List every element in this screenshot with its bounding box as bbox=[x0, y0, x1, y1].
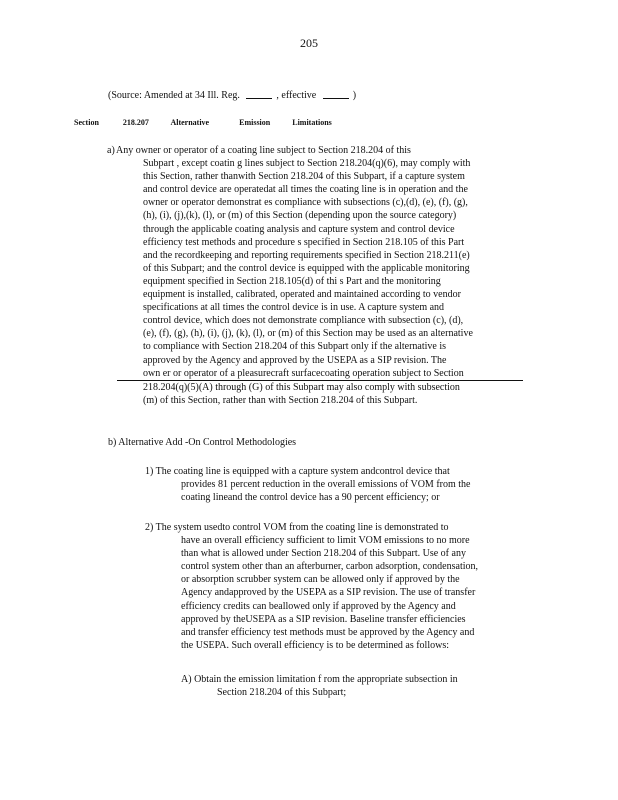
paragraph-label: 2) bbox=[145, 522, 154, 533]
blank-line bbox=[246, 88, 272, 99]
text-line: 218.204(q)(5)(A) through (G) of this Subpart may also comply with subsection bbox=[143, 381, 460, 393]
paragraph-a bbox=[107, 144, 537, 407]
paragraph-b2a bbox=[181, 673, 541, 699]
text-line: Agency andapproved by the USEPA as a SIP revision. The use of transfer bbox=[181, 587, 476, 599]
paragraph-b bbox=[108, 436, 408, 449]
text-line: efficiency credits can beallowed only if approved by the Agency and bbox=[181, 600, 456, 612]
text-line: and control device are operatedat all times the coating line is in operation and the bbox=[143, 184, 468, 196]
text-line-content: Obtain the emission limitation f rom the appropriate subsection in bbox=[194, 674, 458, 685]
section-number: 218.207 bbox=[122, 118, 149, 127]
text-line: coating lineand the control device has a 90 percent efficiency; or bbox=[181, 492, 440, 504]
section-title-3: Limitations bbox=[292, 118, 332, 127]
section-word: Section bbox=[74, 118, 99, 127]
text-line: owner or operator demonstrat es compliance with subsections (c),(d), (e), (f), (g), bbox=[143, 197, 468, 209]
text-line-inserted: own er or operator of a pleasurecraft surfacecoating operation subject to Section bbox=[117, 367, 523, 381]
text-line: or absorption scrubber system can be allowed only if approved by the bbox=[181, 574, 460, 586]
text-line: the USEPA. Such overall efficiency is to be determined as follows: bbox=[181, 639, 450, 651]
text-line bbox=[145, 521, 535, 534]
section-heading bbox=[74, 118, 348, 127]
text-line-content: The coating line is equipped with a capture system andcontrol device that bbox=[155, 466, 450, 477]
text-line: equipment specified in Section 218.105(d) of thi s Part and the monitoring bbox=[143, 275, 441, 287]
text-line: and the recordkeeping and reporting requirements specified in Section 218.211(e) bbox=[143, 249, 470, 261]
paragraph-b-text bbox=[108, 436, 408, 449]
source-effective: effective bbox=[281, 90, 317, 101]
page-number: 205 bbox=[300, 36, 318, 50]
text-line: control device, which does not demonstrate compliance with subsection (c), (d), bbox=[143, 315, 464, 327]
text-line: this Section, rather thanwith Section 218.204 of this Subpart, if a capture system bbox=[143, 171, 465, 183]
blank-line bbox=[323, 88, 349, 99]
text-line: through the applicable coating analysis and capture system and control device bbox=[143, 223, 455, 235]
text-line bbox=[181, 673, 541, 686]
paragraph-b1 bbox=[145, 465, 535, 504]
paragraph-label: A) bbox=[181, 674, 192, 685]
text-line: (e), (f), (g), (h), (i), (j), (k), (l), or (m) of this Section may be used as an alternative bbox=[143, 328, 473, 340]
text-line: of this Subpart; and the control device is equipped with the applicable monitoring bbox=[143, 262, 470, 274]
text-line: efficiency test methods and procedure s specified in Section 218.105 of this Part bbox=[143, 236, 465, 248]
text-line: and transfer efficiency test methods must be approved by the Agency and bbox=[181, 626, 475, 638]
paragraph-label: b) bbox=[108, 437, 117, 448]
text-line: specifications at all times the control device is in use. A capture system and bbox=[143, 302, 445, 314]
text-line: Subpart , except coatin g lines subject to Section 218.204(q)(6), may comply with bbox=[143, 158, 471, 170]
text-line: equipment is installed, calibrated, operated and maintained according to vendor bbox=[143, 289, 461, 301]
text-line: approved by theUSEPA as a SIP revision. Baseline transfer efficiencies bbox=[181, 613, 466, 625]
text-line: provides 81 percent reduction in the overall emissions of VOM from the bbox=[181, 479, 471, 491]
source-text: (Source: Amended at 34 Ill. Reg. bbox=[108, 90, 240, 101]
text-line: (m) of this Section, rather than with Section 218.204 of this Subpart. bbox=[143, 394, 418, 406]
text-line bbox=[145, 465, 535, 478]
text-line: have an overall efficiency sufficient to limit VOM emissions to no more bbox=[181, 535, 470, 547]
section-title-1: Alternative bbox=[170, 118, 210, 127]
text-line-content: The system usedto control VOM from the coating line is demonstrated to bbox=[155, 522, 449, 533]
source-note: (Source: Amended at 34 Ill. Reg. , effective ) bbox=[108, 90, 357, 101]
section-title-2: Emission bbox=[239, 118, 271, 127]
text-line: approved by the Agency and approved by the USEPA as a SIP revision. The bbox=[143, 354, 447, 366]
paragraph-label: a) bbox=[107, 145, 115, 156]
source-close: ) bbox=[352, 90, 357, 101]
text-line: control system other than an afterburner, carbon adsorption, condensation, bbox=[181, 561, 479, 573]
paragraph-label: 1) bbox=[145, 466, 154, 477]
text-line: to compliance with Section 218.204 of this Subpart only if the alternative is bbox=[143, 341, 446, 353]
paragraph-b2 bbox=[145, 521, 535, 652]
text-line: than what is allowed under Section 218.204 of this Subpart. Use of any bbox=[181, 548, 466, 560]
text-line: (h), (i), (j),(k), (l), or (m) of this Section (depending upon the source category) bbox=[143, 210, 457, 222]
paragraph-b-title: Alternative Add -On Control Methodologies bbox=[118, 437, 297, 448]
text-line: Any owner or operator of a coating line subject to Section 218.204 of this bbox=[116, 145, 411, 156]
text-line: Section 218.204 of this Subpart; bbox=[217, 687, 347, 699]
